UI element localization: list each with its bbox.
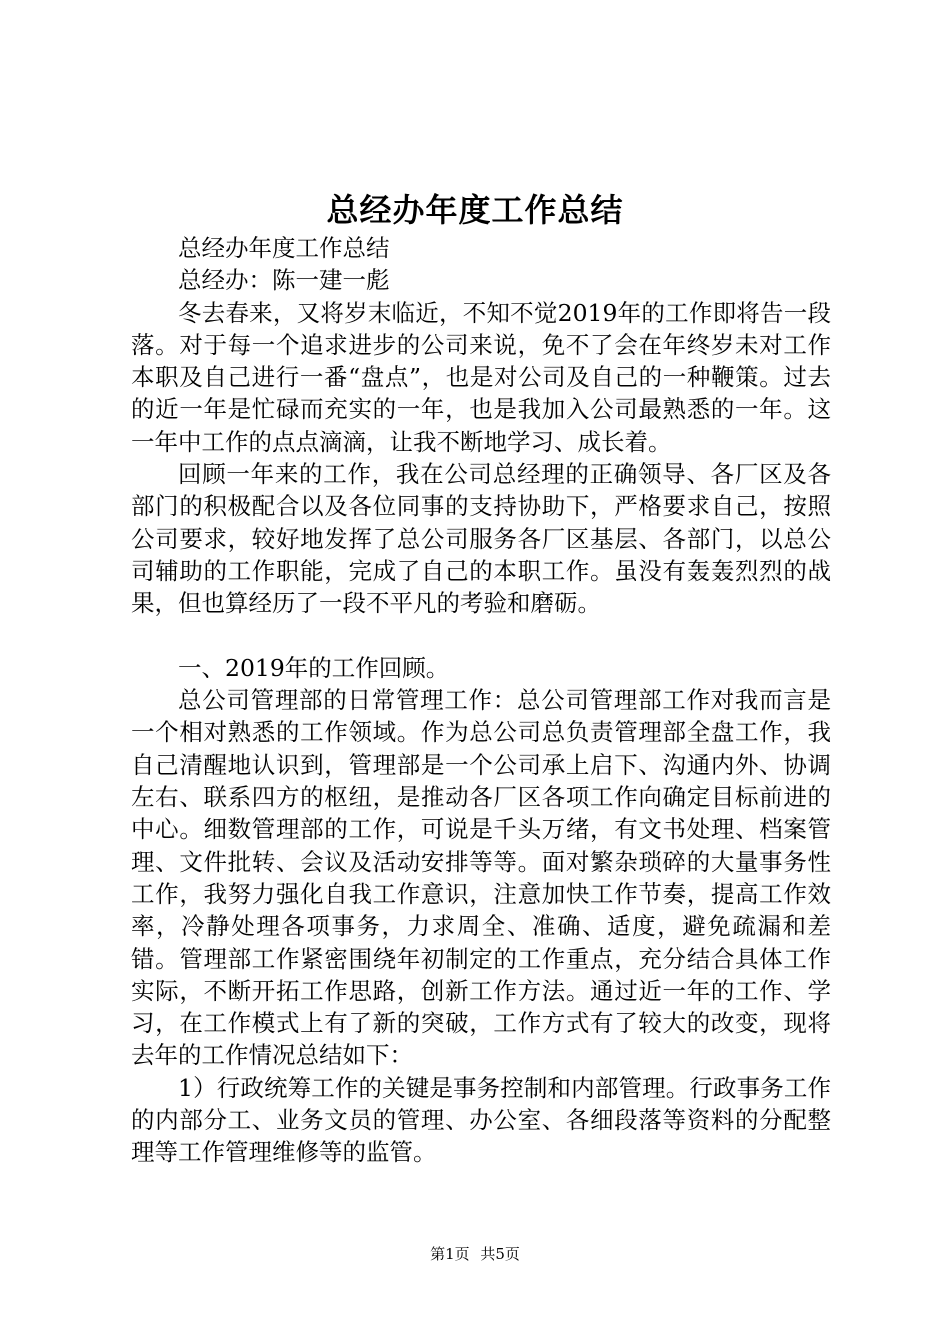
- paragraph-heading-repeat: 总经办年度工作总结: [178, 234, 390, 262]
- paragraph-author: 总经办：陈一建一彪: [178, 266, 390, 295]
- paragraph-intro: 冬去春来，又将岁末临近，不知不觉2019年的工作即将告一段落。对于每一个追求进步的公司来说，免不了会在年终岁未对工作本职及自己进行一番“盘点”，也是对公司及自己的一种鞭策。过去的近一年是忙碌而充实的一年，也是我加入公司最熟悉的一年。这一年中工作的点点滴滴，让我不断地学习、成长着。: [131, 298, 831, 456]
- paragraph-review: 回顾一年来的工作，我在公司总经理的正确领导、各厂区及各部门的积极配合以及各位同事的支持协助下，严格要求自己，按照公司要求，较好地发挥了总公司服务各厂区基层、各部门，以总公司辅助的工作职能，完成了自己的本职工作。虽没有轰轰烈烈的战果，但也算经历了一段不平凡的考验和磨砺。: [131, 460, 831, 618]
- paragraph-management: 总公司管理部的日常管理工作：总公司管理部工作对我而言是一个相对熟悉的工作领域。作为总公司总负责管理部全盘工作，我自己清醒地认识到，管理部是一个公司承上启下、沟通内外、协调左右、联系四方的枢纽，是推动各厂区各项工作向确定目标前进的中心。细数管理部的工作，可说是千头万绪，有文书处理、档案管理、文件批转、会议及活动安排等等。面对繁杂琐碎的大量事务性工作，我努力强化自我工作意识，注意加快工作节奏，提高工作效率，冷静处理各项事务，力求周全、准确、适度，避免疏漏和差错。管理部工作紧密围绕年初制定的工作重点，充分结合具体工作实际，不断开拓工作思路，创新工作方法。通过近一年的工作、学习，在工作模式上有了新的突破，工作方式有了较大的改变，现将去年的工作情况总结如下：: [131, 686, 831, 1070]
- section-heading-1: 一、2019年的工作回顾。: [178, 653, 450, 682]
- document-title: 总经办年度工作总结: [326, 191, 624, 229]
- page-total: 共5页: [480, 1245, 520, 1263]
- paragraph-item-1: 1）行政统筹工作的关键是事务控制和内部管理。行政事务工作的内部分工、业务文员的管理、办公室、各细段落等资料的分配整理等工作管理维修等的监管。: [131, 1073, 831, 1167]
- page-footer: [0, 1244, 950, 1264]
- page-number: 第1页: [430, 1245, 470, 1263]
- document-body: [131, 232, 831, 1169]
